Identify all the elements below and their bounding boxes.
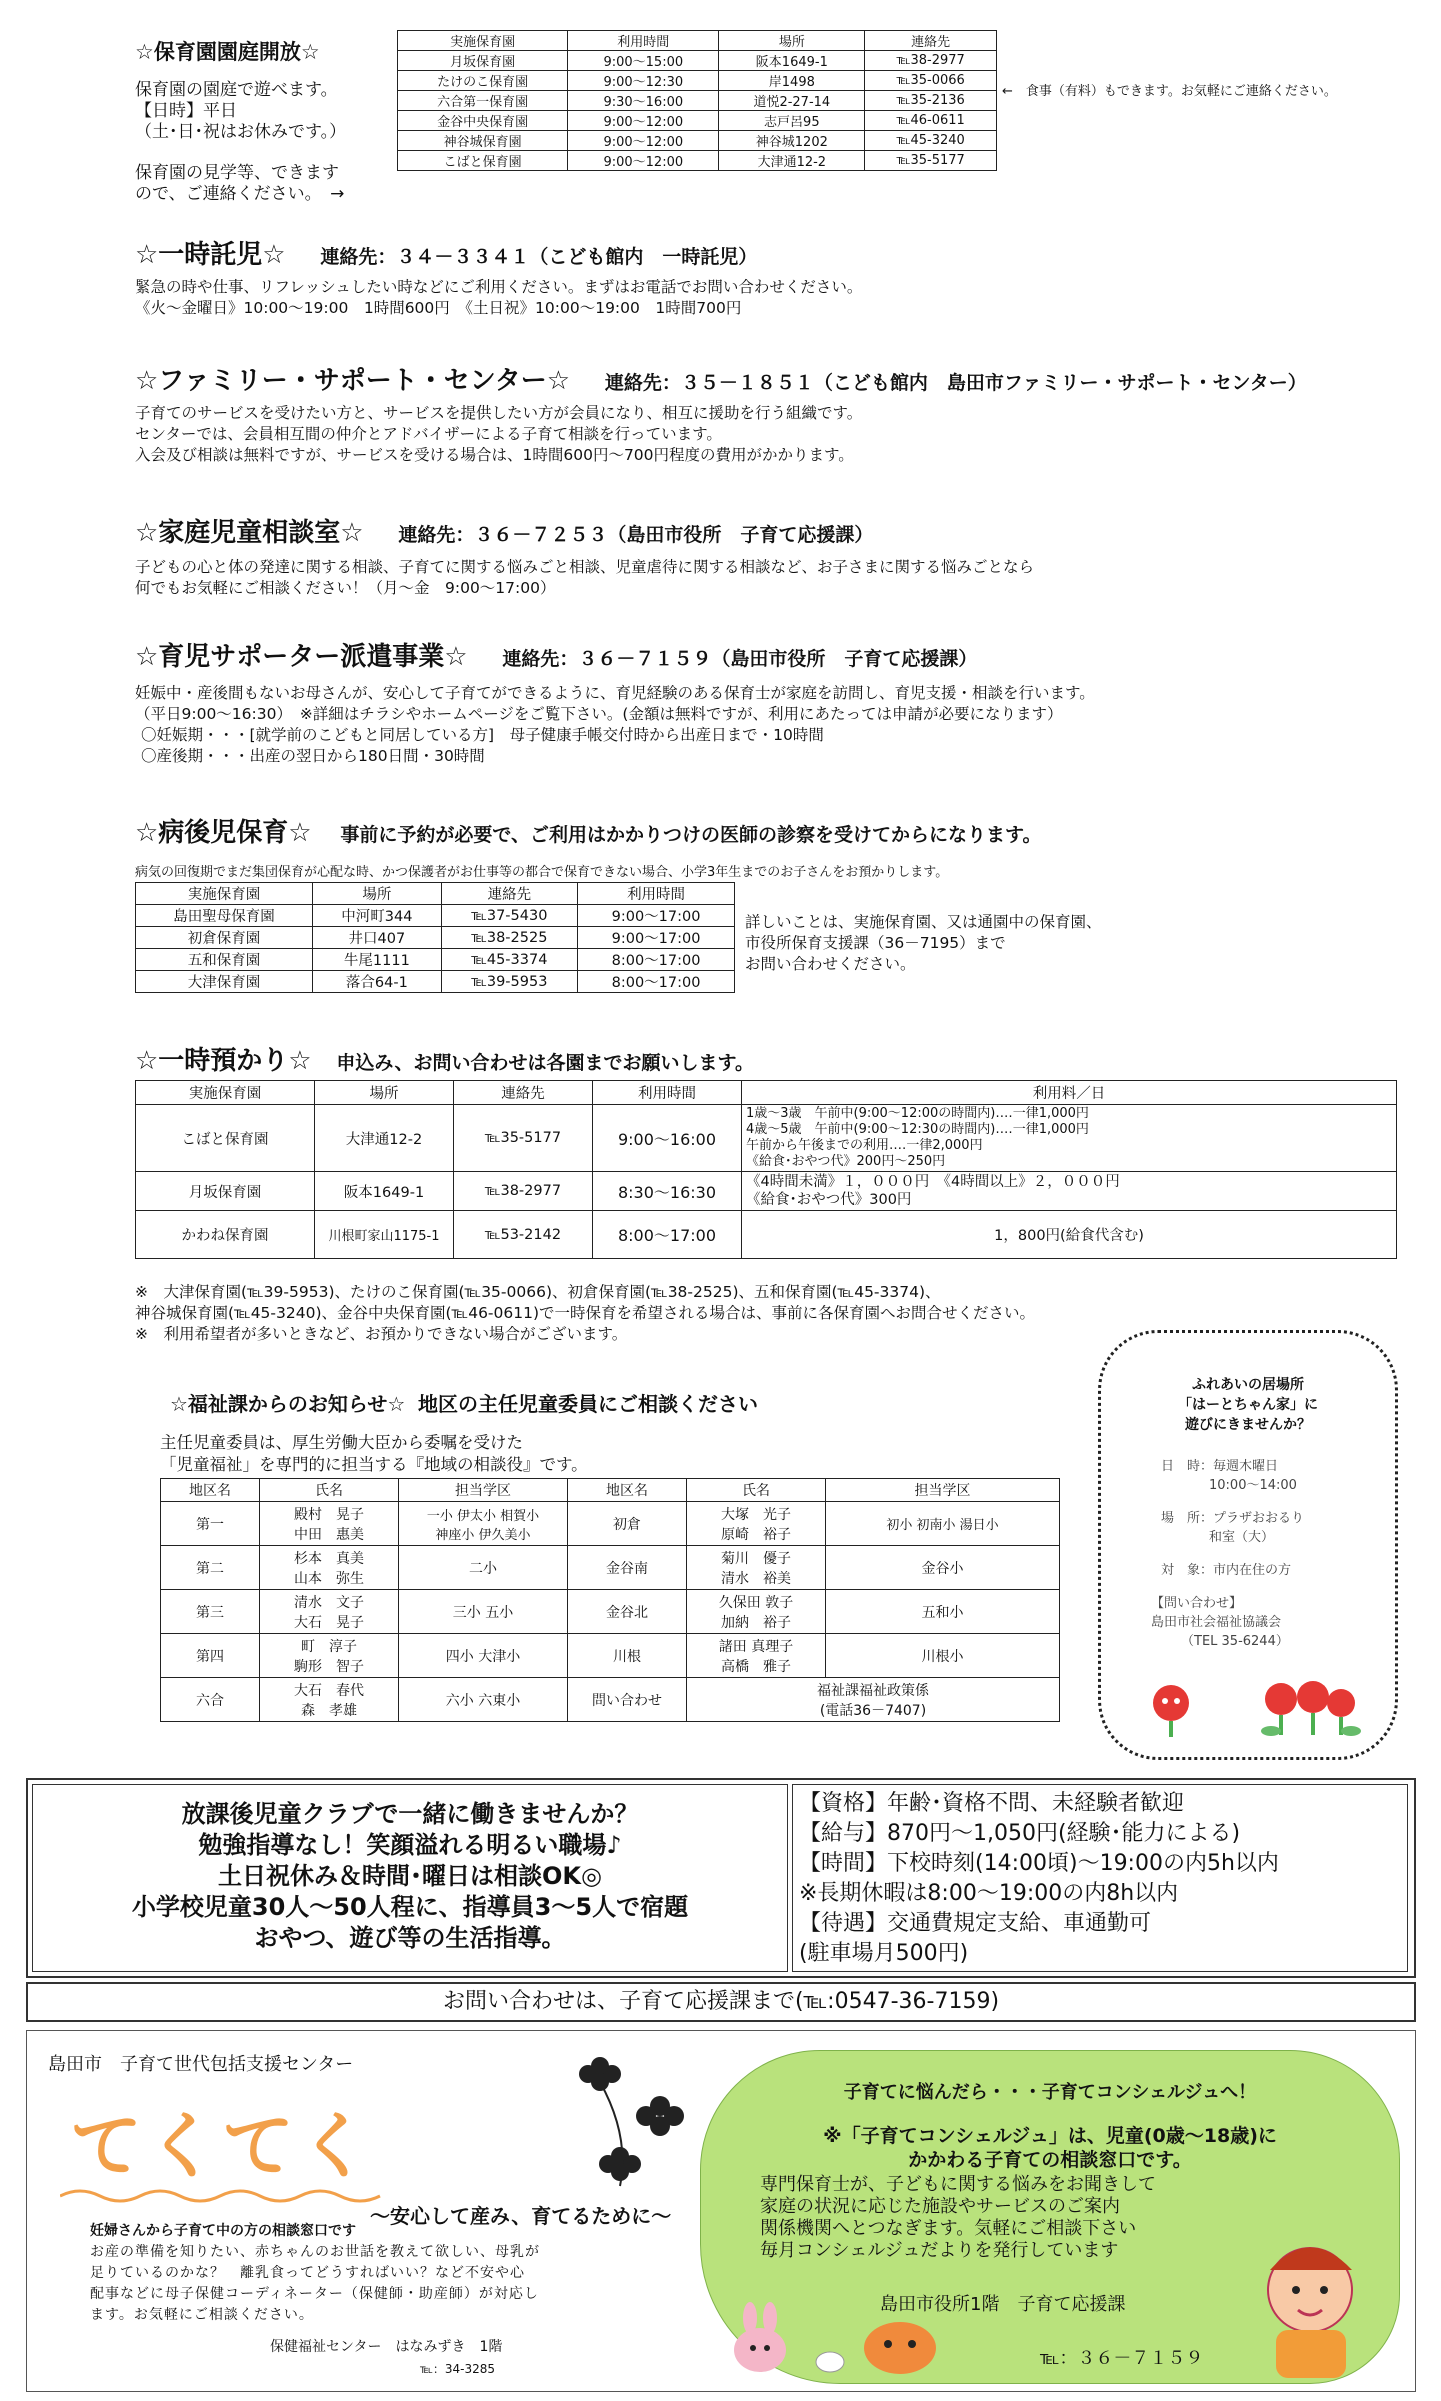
tekuteku-head: 島田市 子育て世代包括支援センター xyxy=(48,2054,354,2075)
garden-table xyxy=(397,30,997,171)
table-row: 第三 清水 文子 大石 晃子 三小 五小 金谷北 久保田 敦子 加納 裕子 五和小 xyxy=(161,1590,1060,1634)
flower-characters-icon xyxy=(1141,1673,1371,1743)
fukushi-intro: 主任児童委員は、厚生労働大臣から委嘱を受けた 「児童福祉」を専門的に担当する『地域の相談役』です。 xyxy=(160,1433,588,1474)
table-header: 地区名 氏名 担当学区 地区名 氏名 担当学区 xyxy=(161,1479,1060,1502)
table-row: 第二 杉本 真美 山本 弥生 二小 金谷南 菊川 優子 清水 裕美 金谷小 xyxy=(161,1546,1060,1590)
ikuji-contact: 連絡先：３６－７１５９（島田市役所 子育て応援課） xyxy=(502,648,978,670)
table-row: 五和保育園 牛尾1111 ℡45-3374 8:00～17:00 xyxy=(136,949,735,971)
concierge-tel: ℡：３６－７１５９ xyxy=(1040,2348,1204,2369)
katei-contact: 連絡先：３６－７２５３（島田市役所 子育て応援課） xyxy=(398,524,874,546)
family-section: ☆ファミリー・サポート・センター☆ 連絡先：３５－１８５１（こども館内 島田市ファミリー・サポート・センター） 子育てのサービスを受けたい方と、サービスを提供したい方が会員になり、相互に援助を行う組織です。 センターでは、会員相互間の仲介とアドバイザーによる子育て相談を行っています。 入会及び相談は無料ですが、サービスを受ける場合は、1時間600円～700円程度の費用がかかります。 xyxy=(135,366,1307,464)
table-row: 第四 町 淳子 駒形 智子 四小 大津小 川根 諸田 真理子 高橋 雅子 川根小 xyxy=(161,1634,1060,1678)
table-row: 第一 殿村 晃子 中田 惠美 一小 伊太小 相賀小 神座小 伊久美小 初倉 大塚 光子 原崎 裕子 初小 初南小 湯日小 xyxy=(161,1502,1060,1546)
garden-title: ☆保育園園庭開放☆ xyxy=(135,40,320,64)
concierge-subtitle: ※「子育てコンシェルジュ」は、児童(0歳～18歳)に かかわる子育ての相談窓口です。 xyxy=(823,2125,1277,2171)
table-row: 月坂保育園 9:00～15:00 阪本1649-1 ℡38-2977 xyxy=(398,51,997,71)
azukari-contact: 申込み、お問い合わせは各園までお願いします。 xyxy=(336,1052,755,1074)
tekuteku-body: お産の準備を知りたい、赤ちゃんのお世話を教えて欲しい、母乳が 足りているのかな？ 離乳食ってどうすればいい？など不安や心 配事などに母子保健コーディネーター（保健師・助産師）が対応し ます。お気軽にご相談ください。 xyxy=(90,2244,540,2323)
fukushi-section xyxy=(170,1388,1070,1417)
concierge-character-icon xyxy=(1240,2230,1390,2380)
byogo-title: ☆病後児保育☆ xyxy=(135,818,312,848)
tekuteku-office: 保健福祉センター はなみずき 1階 xyxy=(270,2339,503,2355)
garden-section xyxy=(135,36,395,205)
fukushi-table xyxy=(160,1478,1060,1722)
ichiji-contact: 連絡先：３４－３３４１（こども館内 一時託児） xyxy=(320,246,758,268)
wave-decoration-icon xyxy=(60,2186,390,2206)
family-title: ☆ファミリー・サポート・センター☆ xyxy=(135,366,571,396)
table-row: こばと保育園 9:00～12:00 大津通12-2 ℡35-5177 xyxy=(398,151,997,171)
table-header: 実施保育園 利用時間 場所 連絡先 xyxy=(398,31,997,51)
concierge-body: 専門保育士が、子どもに関する悩みをお聞きして 家庭の状況に応じた施設やサービスのご案内 関係機関へとつなぎます。気軽にご相談下さい 毎月コンシェルジュだよりを発行しています xyxy=(760,2174,1156,2261)
byogo-table xyxy=(135,882,735,993)
clover-decoration-icon xyxy=(560,2046,720,2206)
table-row: 金谷中央保育園 9:00～12:00 志戸呂95 ℡46-0611 xyxy=(398,111,997,131)
concierge-title: 子育てに悩んだら・・・子育てコンシェルジュへ！ xyxy=(843,2082,1257,2103)
tekuteku-lead: 妊婦さんから子育て中の方の相談窓口です xyxy=(90,2223,356,2239)
table-header: 実施保育園 場所 連絡先 利用時間 xyxy=(136,883,735,905)
tekuteku-logo: てくてく xyxy=(70,2103,375,2188)
table-row: 初倉保育園 井口407 ℡38-2525 9:00～17:00 xyxy=(136,927,735,949)
ichiji-title: ☆一時託児☆ xyxy=(135,240,286,270)
byogo-section: ☆病後児保育☆ 事前に予約が必要で、ご利用はかかりつけの医師の診察を受けてからになります。 病気の回復期でまだ集団保育が心配な時、かつ保護者がお仕事等の都合で保育できない場合、小学3年生までのお子さんをお預かりします。 xyxy=(135,818,1042,880)
byogo-contact: 事前に予約が必要で、ご利用はかかりつけの医師の診察を受けてからになります。 xyxy=(340,824,1042,846)
tekuteku-catch: ～安心して産み、育てるために～ xyxy=(370,2204,672,2228)
club-recruit: 放課後児童クラブで一緒に働きませんか？ 勉強指導なし！笑顔溢れる明るい職場♪ 土日祝休み＆時間･曜日は相談OK◎ 小学校児童30人～50人程に、指導員3～5人で宿題 おやつ、遊び等の生活指導。 xyxy=(32,1784,788,1972)
azukari-title: ☆一時預かり☆ xyxy=(135,1046,312,1076)
table-row: かわね保育園 川根町家山1175-1 ℡53-2142 8:00～17:00 1，800円(給食代含む) xyxy=(136,1211,1397,1259)
concierge-office: 島田市役所1階 子育て応援課 xyxy=(880,2294,1126,2315)
fureai-box: ふれあいの居場所 「はーとちゃん家」に 遊びにきませんか？ 日 時：毎週木曜日 10:00～14:00 場 所：プラザおおるり 和室（大） 対 象：市内在住の方 【問い合わせ】 島田市社会福祉協議会 （TEL 35-6244） xyxy=(1098,1330,1398,1760)
fukushi-subtitle: 地区の主任児童委員にご相談ください xyxy=(418,1392,759,1416)
byogo-side-note: 詳しいことは、実施保育園、又は通園中の保育園、 市役所保育支援課（36－7195）まで お問い合わせください。 xyxy=(745,913,1102,973)
table-row: 神谷城保育園 9:00～12:00 神谷城1202 ℡45-3240 xyxy=(398,131,997,151)
ikuji-title: ☆育児サポーター派遣事業☆ xyxy=(135,642,468,672)
table-row: こばと保育園 大津通12-2 ℡35-5177 9:00～16:00 1歳～3歳 午前中(9:00～12:00の時間内)‥‥一律1,000円 4歳～5歳 午前中(9:00～12:30の時間内)‥‥一律1,000円 午前から午後までの利用‥‥一律2,000円 《給食･おやつ代》200円～250円 xyxy=(136,1105,1397,1172)
garden-note: ← 食事（有料）もできます。お気軽にご連絡ください。 xyxy=(1002,84,1337,99)
club-box xyxy=(26,1778,1416,1978)
table-row: 大津保育園 落合64-1 ℡39-5953 8:00～17:00 xyxy=(136,971,735,993)
azukari-table xyxy=(135,1080,1397,1259)
club-inquiry: お問い合わせは、子育て応援課まで(℡:0547-36-7159) xyxy=(26,1982,1416,2022)
katei-title: ☆家庭児童相談室☆ xyxy=(135,518,364,548)
table-row: 六合第一保育園 9:30～16:00 道悦2-27-14 ℡35-2136 xyxy=(398,91,997,111)
tekuteku-tel: ℡：34-3285 xyxy=(420,2362,496,2376)
ichiji-section: ☆一時託児☆ 連絡先：３４－３３４１（こども館内 一時託児） 緊急の時や仕事、リフレッシュしたい時などにご利用ください。まずはお電話でお問い合わせください。 《火～金曜日》10:00～19:00 1時間600円 《土日祝》10:00～19:00 1時間700円 xyxy=(135,240,863,317)
azukari-notes: ※ 大津保育園(℡39-5953)、たけのこ保育園(℡35-0066)、初倉保育園(℡38-2525)、五和保育園(℡45-3374)、 神谷城保育園(℡45-3240)、金谷中央保育園(℡46-0611)で一時保育を希望される場合は、事前に各保育園へお問合せください。 ※ 利用希望者が多いときなど、お預かりできない場合がございます。 xyxy=(135,1283,1036,1343)
katei-section: ☆家庭児童相談室☆ 連絡先：３６－７２５３（島田市役所 子育て応援課） 子どもの心と体の発達に関する相談、子育てに関する悩みごと相談、児童虐待に関する相談など、お子さまに関する悩みごとなら 何でもお気軽にご相談ください！（月～金 9:00～17:00） xyxy=(135,518,1035,597)
azukari-section xyxy=(135,1040,1335,1077)
table-row: たけのこ保育園 9:00～12:30 岸1498 ℡35-0066 xyxy=(398,71,997,91)
fukushi-title: ☆福祉課からのお知らせ☆ xyxy=(170,1392,406,1416)
ikuji-section: ☆育児サポーター派遣事業☆ 連絡先：３６－７１５９（島田市役所 子育て応援課） 妊娠中・産後間もないお母さんが、安心して子育てができるように、育児経験のある保育士が家庭を訪問し、育児支援・相談を行います。 （平日9:00～16:30） ※詳細はチラシやホームページをご覧下さい。(金額は無料ですが、利用にあたっては申請が必要になります） 〇妊娠期・・・[就学前のこどもと同居している方] 母子健康手帳交付時から出産日まで・10時間 〇産後期・・・出産の翌日から180日間・30時間 xyxy=(135,642,1095,765)
garden-desc: 保育園の園庭で遊べます。 【日時】平日 （土･日･祝はお休みです。） 保育園の見学等、できます ので、ご連絡ください。 → xyxy=(135,80,347,204)
table-row: 六合 大石 春代 森 孝雄 六小 六東小 問い合わせ 福祉課福祉政策係 (電話36－7407) xyxy=(161,1678,1060,1722)
table-row: 月坂保育園 阪本1649-1 ℡38-2977 8:30～16:30 《4時間未満》１，０００円 《4時間以上》２，０００円 《給食･おやつ代》300円 xyxy=(136,1172,1397,1211)
table-header: 実施保育園 場所 連絡先 利用時間 利用料／日 xyxy=(136,1081,1397,1105)
animal-characters-icon xyxy=(720,2300,980,2380)
club-conditions: 【資格】年齢･資格不問、未経験者歓迎 【給与】870円～1,050円(経験･能力による) 【時間】下校時刻(14:00頃)～19:00の内5h以内 ※長期休暇は8:00～19:00の内8h以内 【待遇】交通費規定支給、車通勤可 (駐車場月500円) xyxy=(792,1784,1408,1972)
table-row: 島田聖母保育園 中河町344 ℡37-5430 9:00～17:00 xyxy=(136,905,735,927)
family-contact: 連絡先：３５－１８５１（こども館内 島田市ファミリー・サポート・センター） xyxy=(604,372,1307,394)
